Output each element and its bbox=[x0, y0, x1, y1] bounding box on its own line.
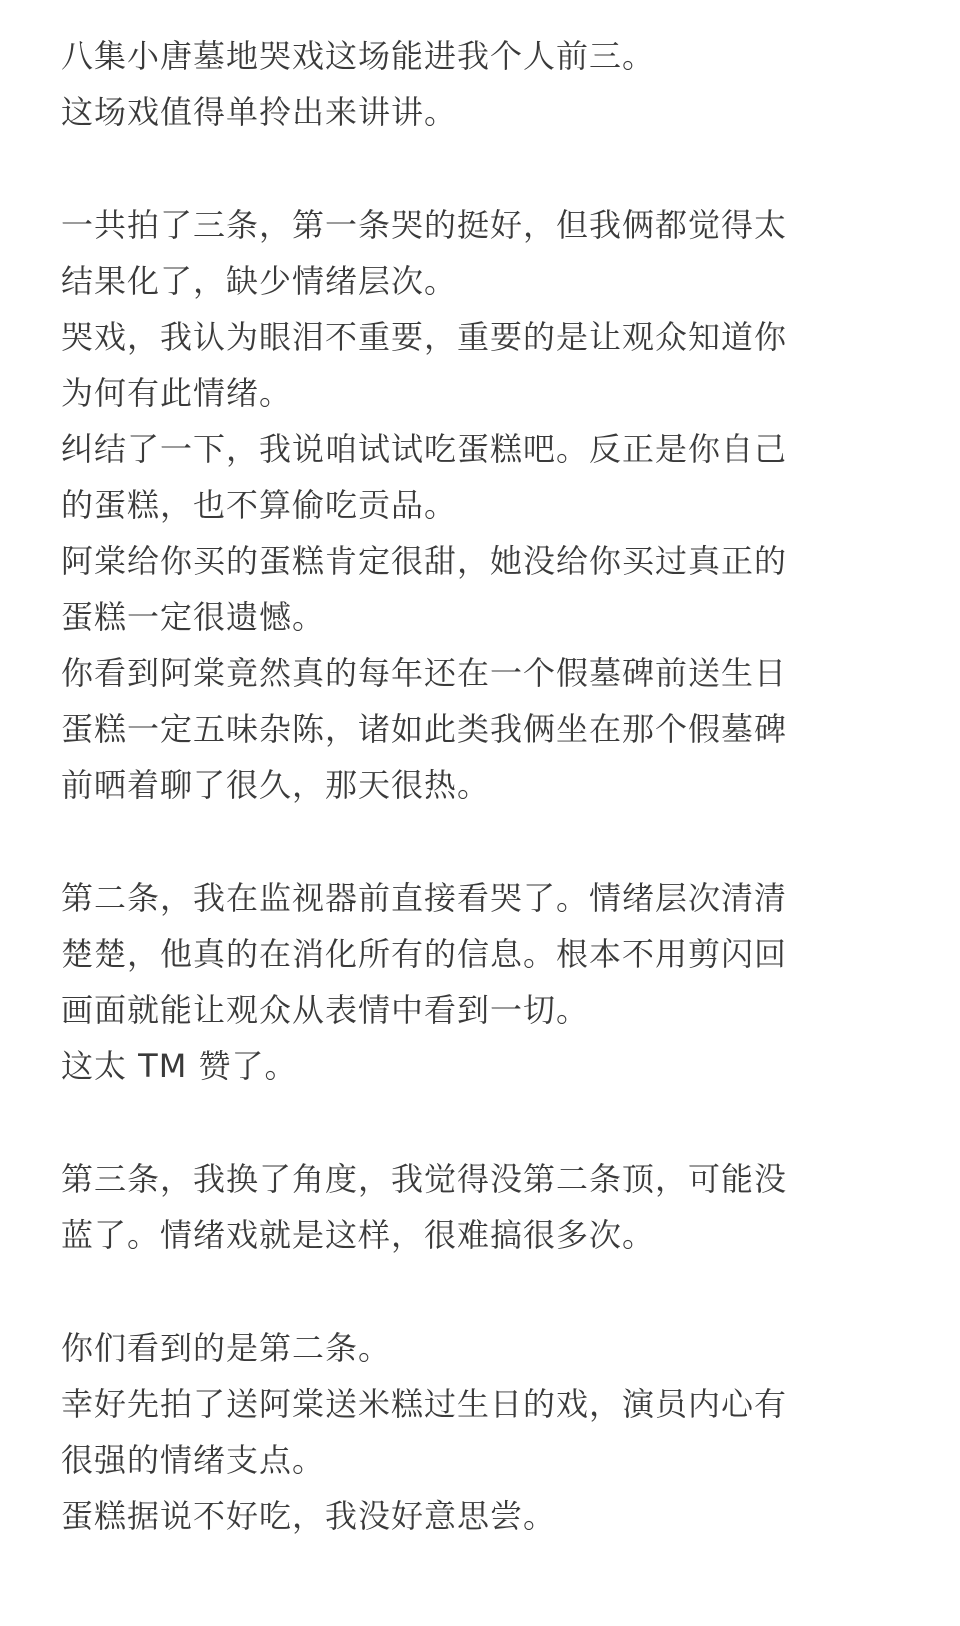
paragraph-gap bbox=[61, 1263, 901, 1320]
text-line: 很强的情绪支点。 bbox=[61, 1441, 326, 1479]
post-body bbox=[61, 28, 901, 1544]
text-line: 蛋糕据说不好吃，我没好意思尝。 bbox=[61, 1497, 557, 1535]
text-line: 幸好先拍了送阿棠送米糕过生日的戏，演员内心有 bbox=[61, 1385, 788, 1423]
text-line: 第三条，我换了角度，我觉得没第二条顶，可能没 bbox=[61, 1160, 788, 1198]
text-line: 蛋糕一定很遗憾。 bbox=[61, 598, 326, 636]
paragraph-gap bbox=[61, 813, 901, 870]
text-line: 蛋糕一定五味杂陈，诸如此类我俩坐在那个假墓碑 bbox=[61, 710, 788, 748]
paragraph-gap bbox=[61, 140, 901, 197]
text-line: 第二条，我在监视器前直接看哭了。情绪层次清清 bbox=[61, 879, 788, 917]
text-line: 你看到阿棠竟然真的每年还在一个假墓碑前送生日 bbox=[61, 654, 788, 692]
text-line: 这场戏值得单拎出来讲讲。 bbox=[61, 93, 458, 131]
text-line: 哭戏，我认为眼泪不重要，重要的是让观众知道你 bbox=[61, 318, 788, 356]
paragraph-gap bbox=[61, 1094, 901, 1151]
text-line: 的蛋糕，也不算偷吃贡品。 bbox=[61, 486, 458, 524]
text-line: 阿棠给你买的蛋糕肯定很甜，她没给你买过真正的 bbox=[61, 542, 788, 580]
text-line: 为何有此情绪。 bbox=[61, 374, 293, 412]
text-line: 前晒着聊了很久，那天很热。 bbox=[61, 766, 491, 804]
text-line: 八集小唐墓地哭戏这场能进我个人前三。 bbox=[61, 37, 656, 75]
text-line: 楚楚，他真的在消化所有的信息。根本不用剪闪回 bbox=[61, 935, 788, 973]
text-line: 蓝了。情绪戏就是这样，很难搞很多次。 bbox=[61, 1216, 656, 1254]
text-line: 一共拍了三条，第一条哭的挺好，但我俩都觉得太 bbox=[61, 206, 788, 244]
text-line: 你们看到的是第二条。 bbox=[61, 1329, 392, 1367]
text-line: 纠结了一下，我说咱试试吃蛋糕吧。反正是你自己 bbox=[61, 430, 788, 468]
text-line: 这太 TM 赞了。 bbox=[61, 1047, 298, 1085]
text-line: 结果化了，缺少情绪层次。 bbox=[61, 262, 458, 300]
text-line: 画面就能让观众从表情中看到一切。 bbox=[61, 991, 590, 1029]
